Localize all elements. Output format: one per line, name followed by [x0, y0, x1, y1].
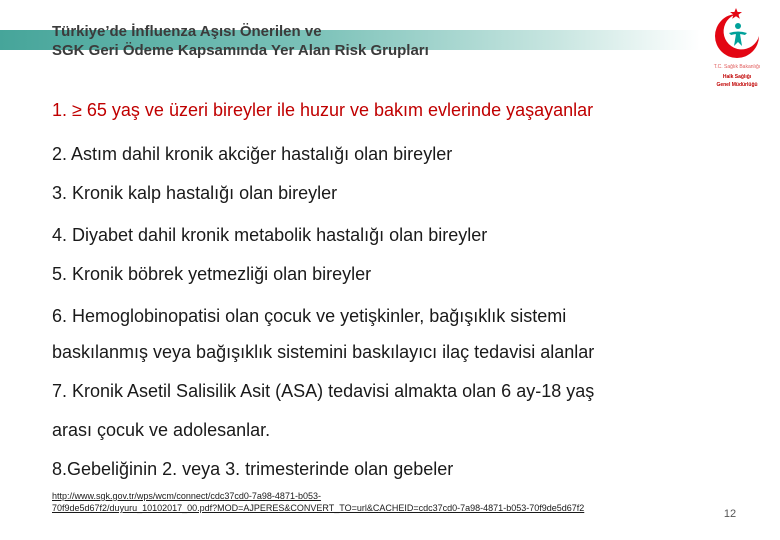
- source-link-line-2[interactable]: 70f9de5d67f2/duyuru_10102017_00.pdf?MOD=AJPERES&CONVERT_TO=url&CACHEID=cdc37cd0-7a98-4871-b053-70f9de5d67f2: [52, 503, 585, 513]
- list-item: 1. ≥ 65 yaş ve üzeri bireyler ile huzur ve bakım evlerinde yaşayanlar: [52, 100, 594, 120]
- list-item: 8.Gebeliğinin 2. veya 3. trimesterinde olan gebeler: [52, 459, 454, 479]
- list-item-continuation: baskılanmış veya bağışıklık sistemini baskılayıcı ilaç tedavisi alanlar: [52, 342, 595, 362]
- list-item: 2. Astım dahil kronik akciğer hastalığı olan bireyler: [52, 144, 453, 164]
- source-link-line-1[interactable]: http://www.sgk.gov.tr/wps/wcm/connect/cdc37cd0-7a98-4871-b053-: [52, 491, 321, 501]
- list-item: 5. Kronik böbrek yetmezliği olan bireyler: [52, 264, 372, 284]
- ministry-logo: [702, 6, 772, 96]
- logo-text-ministry: T.C. Sağlık Bakanlığı: [713, 64, 761, 70]
- ministry-of-health-logo-icon: [712, 6, 762, 62]
- list-item: 3. Kronik kalp hastalığı olan bireyler: [52, 183, 338, 203]
- source-link[interactable]: [52, 490, 692, 514]
- list-item: 6. Hemoglobinopatisi olan çocuk ve yetişkinler, bağışıklık sistemi: [52, 306, 567, 326]
- logo-text-directorate: Genel Müdürlüğü: [716, 82, 758, 88]
- list-item-continuation: arası çocuk ve adolesanlar.: [52, 420, 271, 440]
- slide-title-line-1: Türkiye’de İnfluenza Aşısı Önerilen ve: [52, 23, 322, 40]
- slide-title: [52, 22, 652, 60]
- slide-title-line-2: SGK Geri Ödeme Kapsamında Yer Alan Risk Grupları: [52, 42, 429, 59]
- page-number: 12: [723, 508, 737, 520]
- list-item: 7. Kronik Asetil Salisilik Asit (ASA) tedavisi almakta olan 6 ay-18 yaş: [52, 381, 595, 401]
- list-item: 4. Diyabet dahil kronik metabolik hastalığı olan bireyler: [52, 225, 488, 245]
- logo-text-department: Halk Sağlığı: [722, 74, 752, 80]
